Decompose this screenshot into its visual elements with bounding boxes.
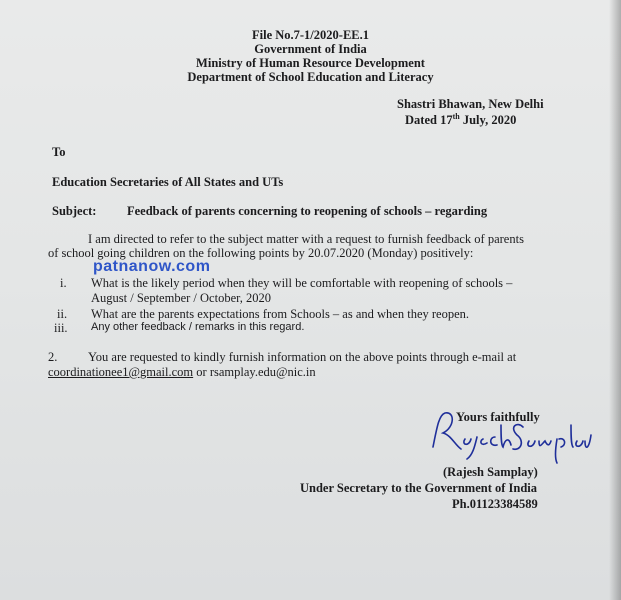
to-label: To — [52, 145, 66, 159]
file-number: File No.7-1/2020-EE.1 — [251, 28, 369, 42]
item-text-continued: August / September / October, 2020 — [91, 291, 272, 305]
paragraph-1-line-2: of school going children on the following points by 20.07.2020 (Monday) positively: — [48, 246, 474, 260]
date-suffix: July, 2020 — [459, 113, 517, 128]
designation: Under Secretary to the Government of India — [300, 481, 538, 495]
place: Shastri Bhawan, New Delhi — [397, 97, 544, 111]
email-link-2[interactable]: rsamplay.edu@nic.in — [209, 365, 316, 379]
item-text: What are the parents expectations from Schools – as and when they reopen. — [91, 307, 469, 321]
date-superscript: th — [452, 112, 460, 121]
item-number: i. — [60, 276, 67, 290]
email-separator: or — [193, 365, 210, 379]
closing: Yours faithfully — [456, 410, 540, 424]
phone-number: Ph.01123384589 — [452, 497, 538, 511]
signatory-name: (Rajesh Samplay) — [443, 465, 538, 479]
paragraph-1-line-1: I am directed to refer to the subject matter with a request to furnish feedback of parents — [88, 232, 524, 246]
page-edge-shadow — [609, 0, 621, 600]
paragraph-2-line-1: You are requested to kindly furnish information on the above points through e-mail at — [88, 350, 517, 364]
item-number: ii. — [57, 307, 68, 321]
paragraph-2-line-2 — [48, 365, 316, 380]
ministry-heading: Ministry of Human Resource Development — [196, 56, 425, 70]
department-heading: Department of School Education and Literacy — [187, 70, 434, 84]
government-heading: Government of India — [254, 42, 367, 56]
item-text: What is the likely period when they will be comfortable with reopening of schools – — [91, 276, 513, 290]
item-text: Any other feedback / remarks in this regard. — [91, 321, 305, 333]
item-number: iii. — [54, 321, 68, 335]
recipient: Education Secretaries of All States and UTs — [52, 175, 284, 189]
subject-text: Feedback of parents concerning to reopening of schools – regarding — [127, 204, 488, 218]
date-prefix: Dated 17 — [405, 113, 453, 128]
email-link-1[interactable]: coordinationee1@gmail.com — [48, 365, 194, 379]
watermark-text: patnanow.com — [93, 258, 211, 275]
date-line — [405, 112, 516, 128]
subject-label: Subject: — [52, 204, 97, 218]
signature-image — [425, 405, 595, 465]
paragraph-2-number: 2. — [48, 350, 58, 364]
